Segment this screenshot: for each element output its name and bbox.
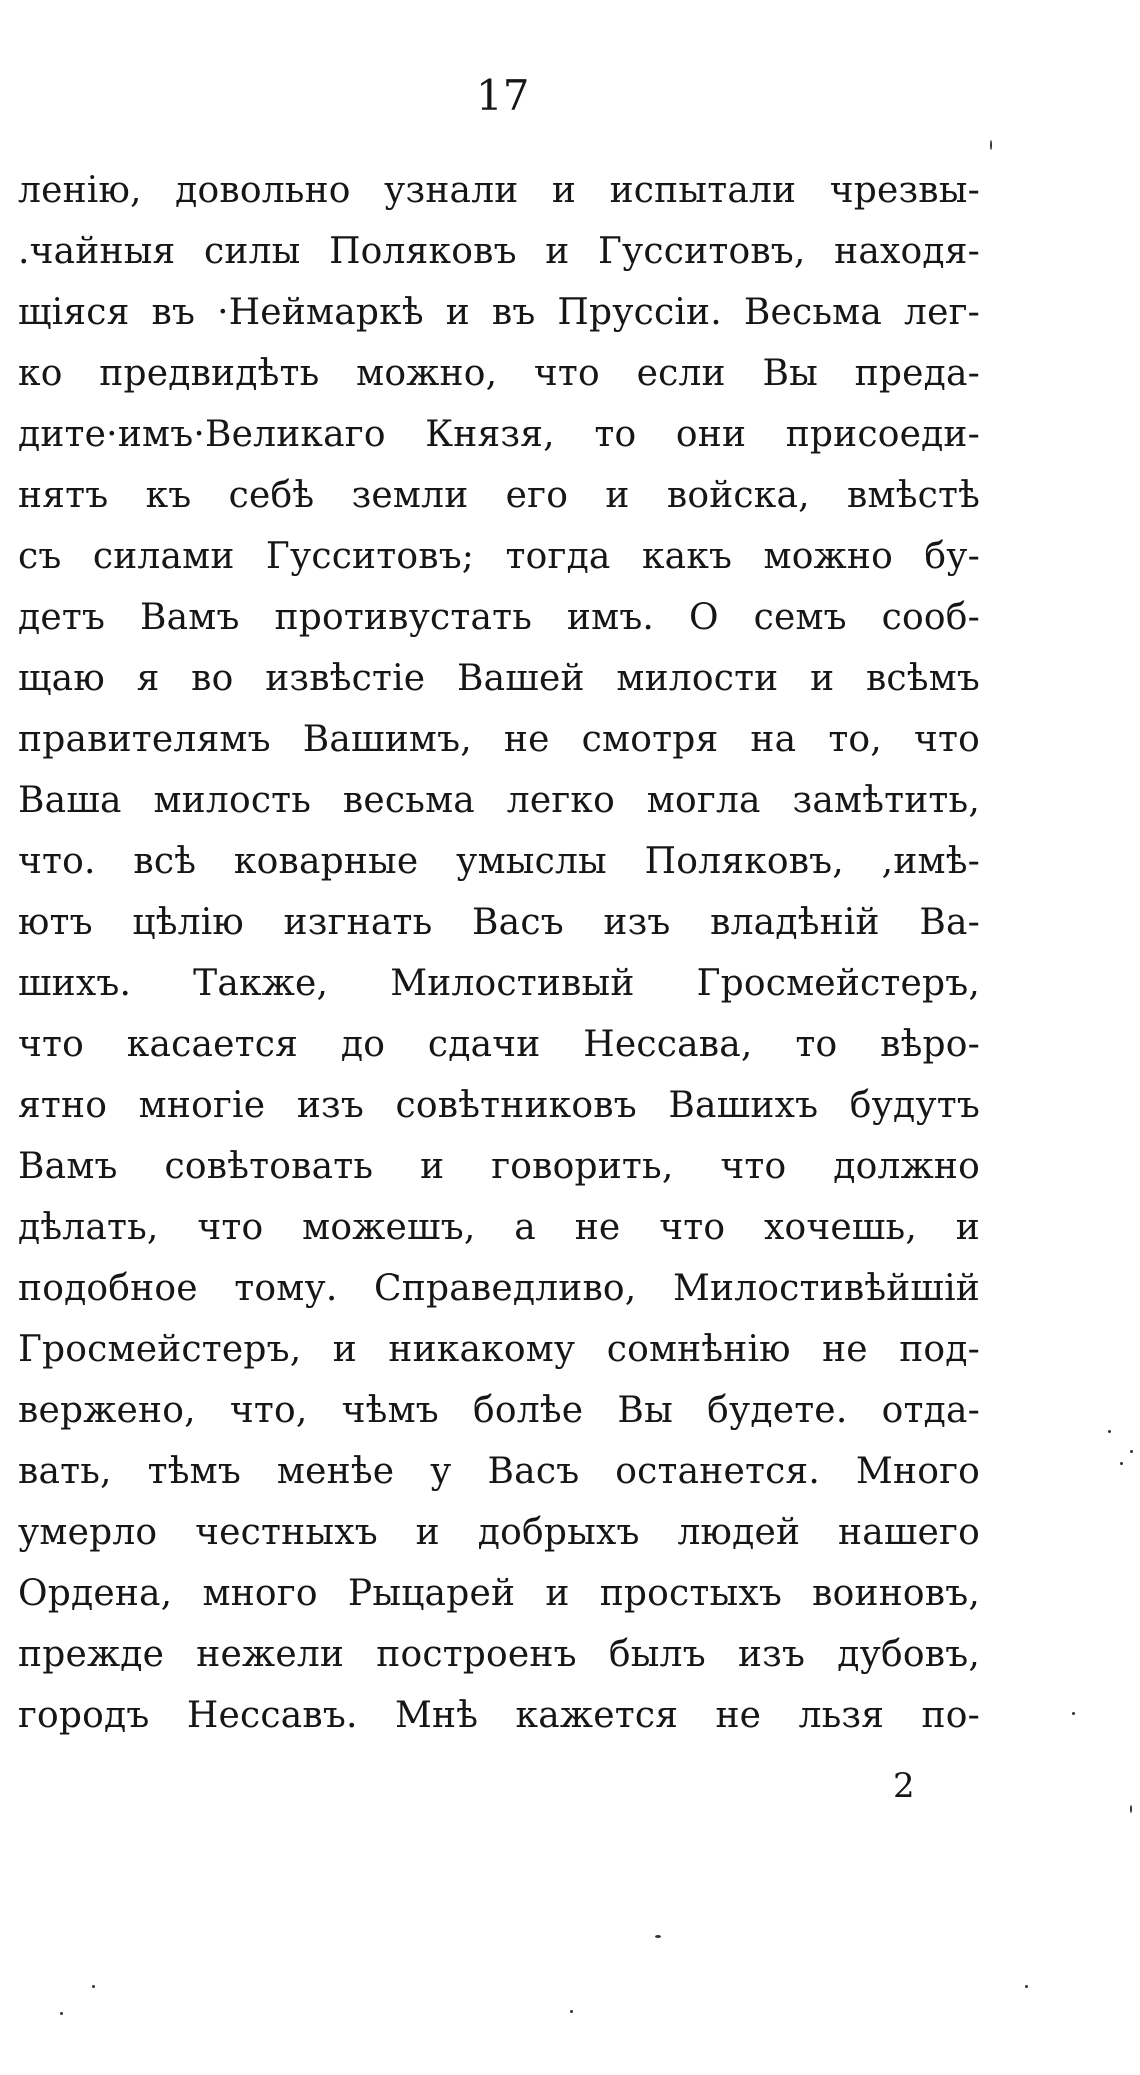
text-line: шихъ. Также, Милостивый Гросмейстеръ, [18, 963, 980, 1004]
signature-mark: 2 [893, 1766, 915, 1806]
text-line: городъ Нессавъ. Мнѣ кажется не льзя по- [18, 1695, 980, 1736]
text-line: детъ Вамъ противустать имъ. О семъ сооб- [18, 597, 980, 638]
scan-speck [92, 1985, 95, 1988]
scan-speck [1130, 1450, 1133, 1453]
text-line: прежде нежели построенъ былъ изъ дубовъ, [18, 1634, 980, 1675]
scan-speck [990, 140, 992, 150]
scan-speck [570, 2010, 573, 2013]
text-line: .чайныя силы Поляковъ и Гусситовъ, находя- [18, 231, 980, 272]
scan-speck [1108, 1430, 1111, 1433]
scan-speck [1120, 1462, 1123, 1465]
text-line: подобное тому. Справедливо, Милостивѣйшій [18, 1268, 980, 1309]
scan-speck [1072, 1712, 1075, 1715]
page-number: 17 [476, 71, 530, 120]
scan-speck [1025, 1985, 1028, 1988]
text-line: вержено, что, чѣмъ болѣе Вы будете. отда- [18, 1390, 980, 1431]
text-line: вать, тѣмъ менѣе у Васъ останется. Много [18, 1451, 980, 1492]
text-line: что касается до сдачи Нессава, то вѣро- [18, 1024, 980, 1065]
text-line: что. всѣ коварные умыслы Поляковъ, ,имѣ- [18, 841, 980, 882]
text-line: ютъ цѣлію изгнать Васъ изъ владѣній Ва- [18, 902, 980, 943]
body-text [18, 160, 980, 1746]
text-line: щіяся въ ·Неймаркѣ и въ Пруссіи. Весьма лег- [18, 292, 980, 333]
text-line: дѣлать, что можешъ, а не что хочешь, и [18, 1207, 980, 1248]
text-line: правителямъ Вашимъ, не смотря на то, что [18, 719, 980, 760]
scan-speck [655, 1935, 661, 1938]
text-line: Вамъ совѣтовать и говорить, что должно [18, 1146, 980, 1187]
scan-speck [60, 2012, 63, 2015]
text-line: щаю я во извѣстіе Вашей милости и всѣмъ [18, 658, 980, 699]
text-line: Ордена, много Рыцарей и простыхъ воиновъ, [18, 1573, 980, 1614]
text-line: нятъ къ себѣ земли его и войска, вмѣстѣ [18, 475, 980, 516]
text-line: съ силами Гусситовъ; тогда какъ можно бу- [18, 536, 980, 577]
scan-speck [1130, 1805, 1132, 1813]
text-line: Ваша милость весьма легко могла замѣтить, [18, 780, 980, 821]
text-line: ко предвидѣть можно, что если Вы преда- [18, 353, 980, 394]
text-line: ленію, довольно узнали и испытали чрезвы- [18, 170, 980, 211]
text-line: умерло честныхъ и добрыхъ людей нашего [18, 1512, 980, 1553]
text-line: ятно многіе изъ совѣтниковъ Вашихъ будутъ [18, 1085, 980, 1126]
text-line: дите·имъ·Великаго Князя, то они присоеди- [18, 414, 980, 455]
text-line: Гросмейстеръ, и никакому сомнѣнію не под- [18, 1329, 980, 1370]
